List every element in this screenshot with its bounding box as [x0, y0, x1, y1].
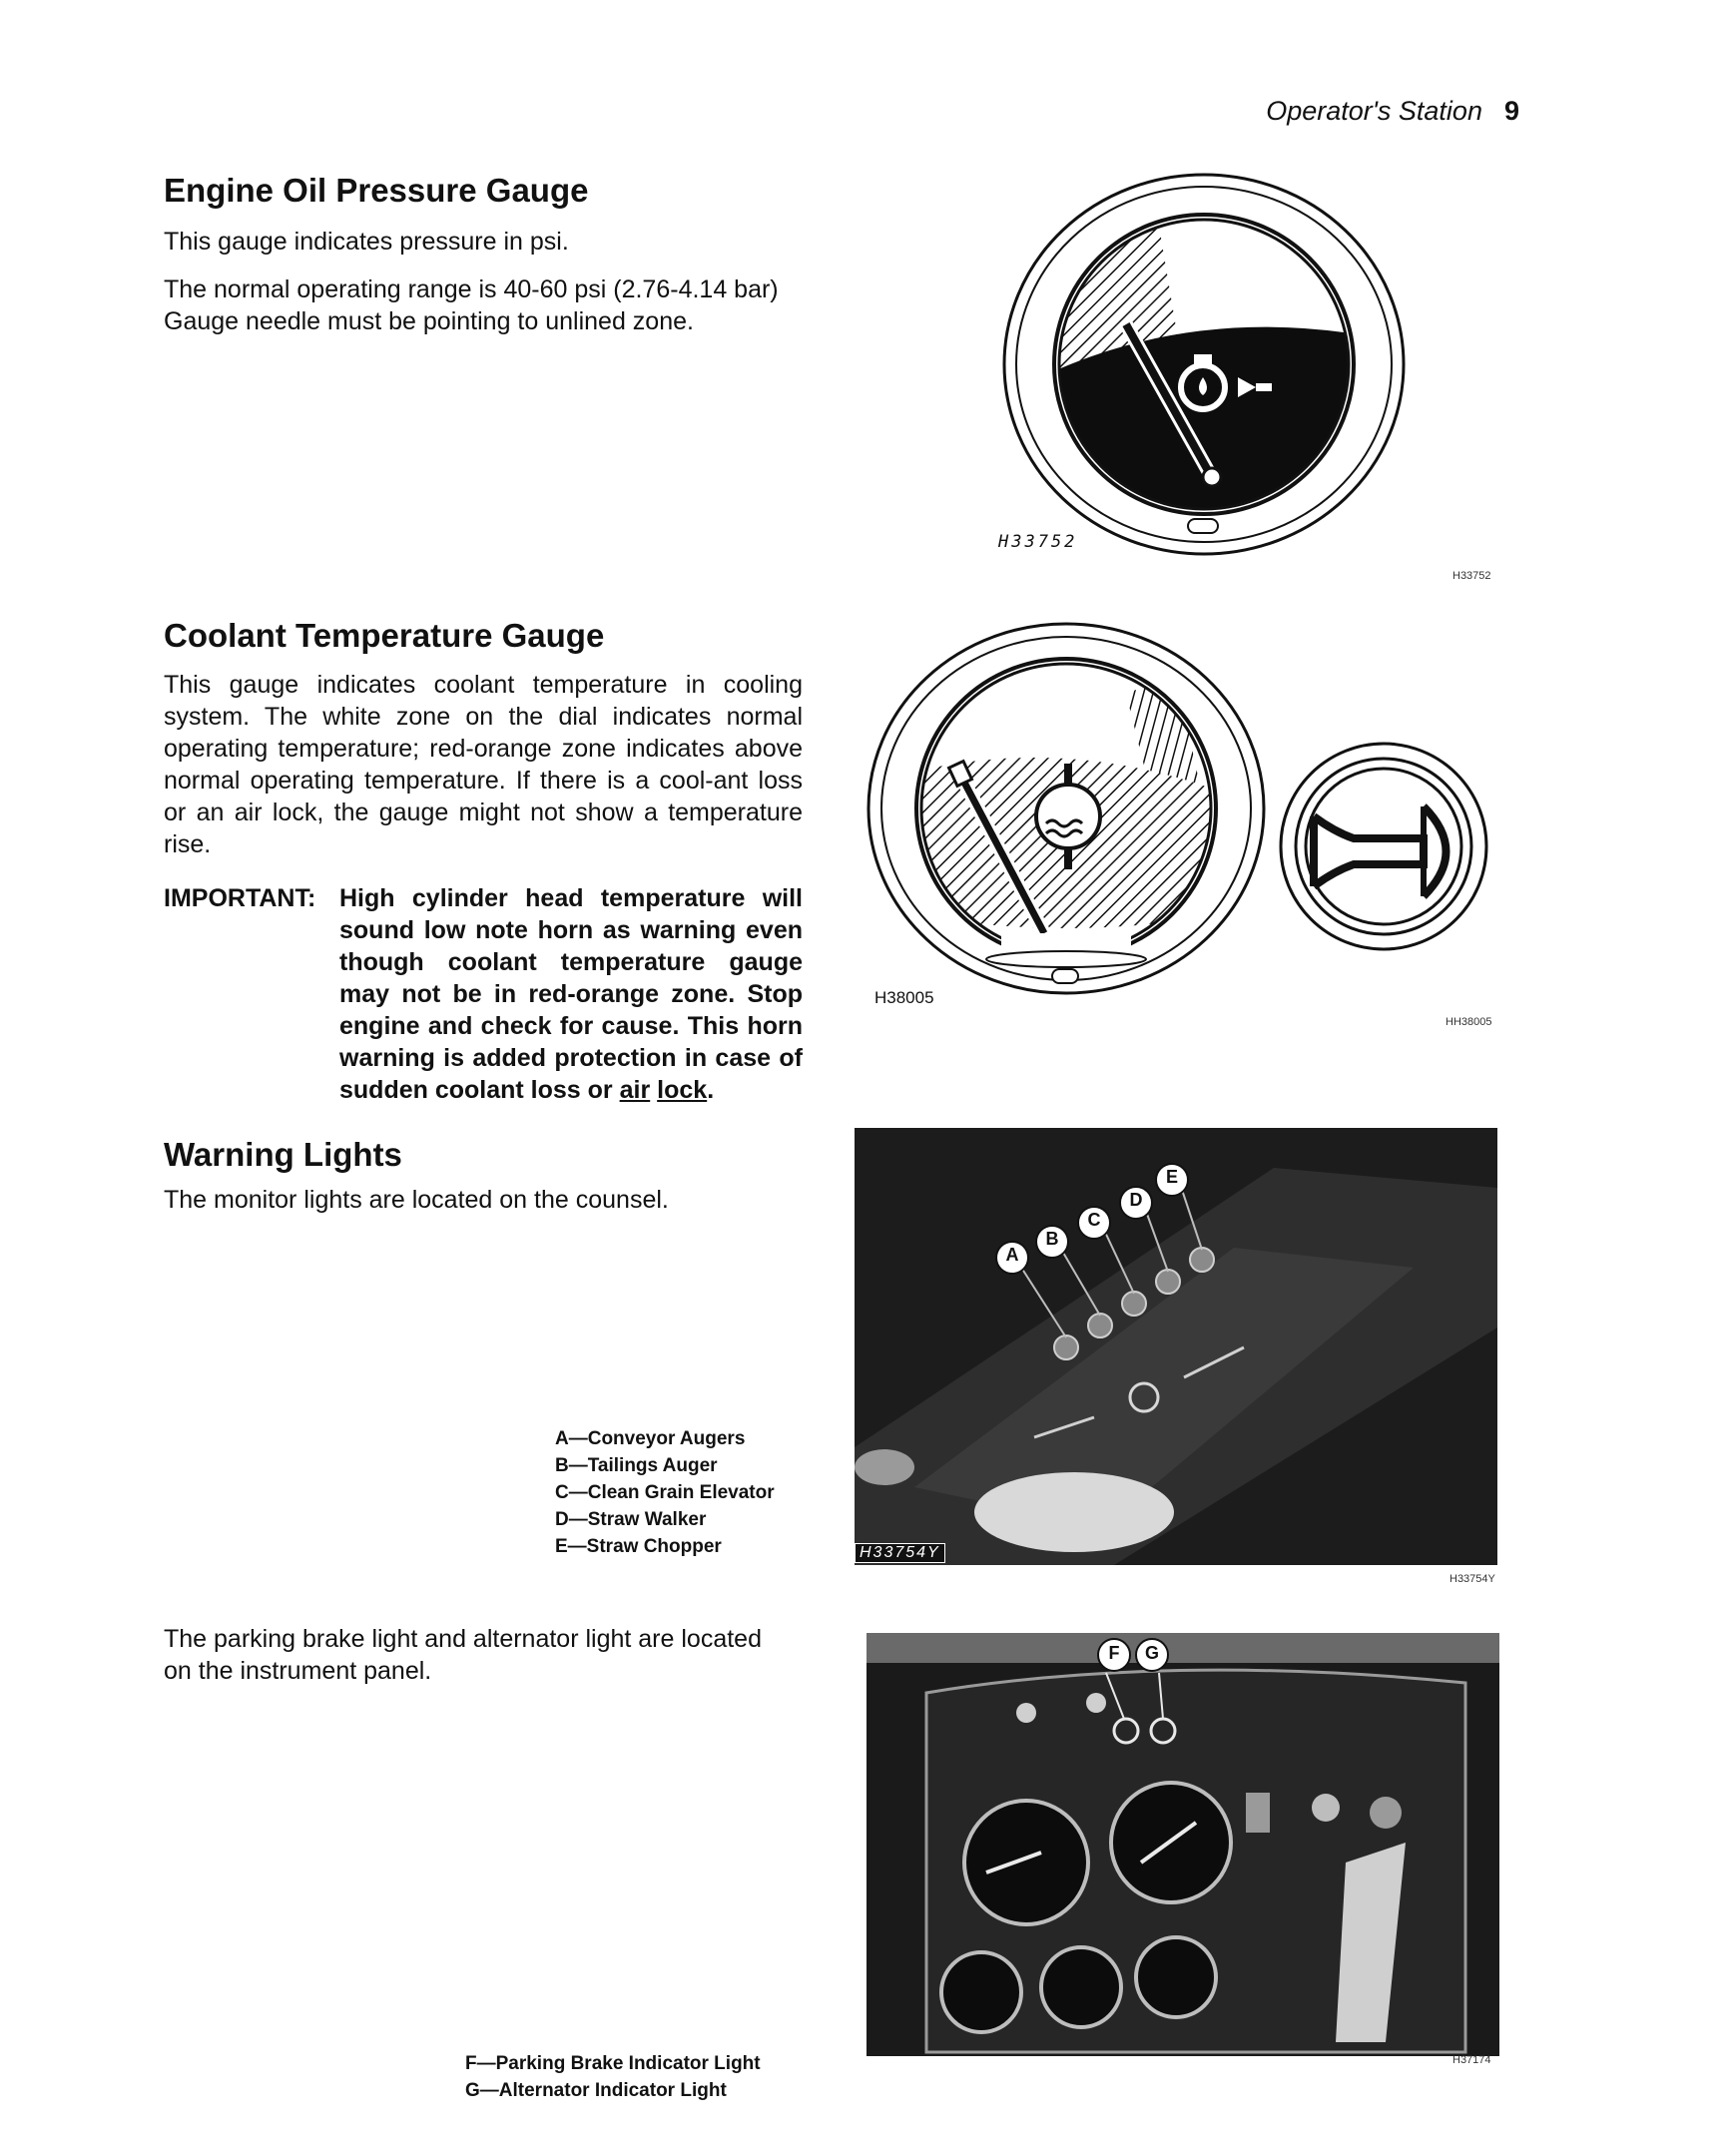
legend-item-b: B—Tailings Auger: [555, 1455, 718, 1476]
legend-item-e: E—Straw Chopper: [555, 1536, 722, 1557]
instrument-panel-figure-code: H37174: [1452, 2054, 1491, 2066]
coolant-figure-code: HH38005: [1446, 1016, 1492, 1028]
photo-letter-a: A: [1005, 1245, 1019, 1265]
instrument-panel-legend: [465, 2050, 761, 2104]
important-text: High cylinder head temperature will sound low note horn as warning even though coolant temperature gauge may not be in red-orange zone. Stop engine and check for cause. This horn warning is added protection in case of sudden coolant loss or: [339, 884, 803, 1104]
important-label: IMPORTANT:: [164, 884, 316, 912]
important-period: .: [707, 1076, 715, 1104]
photo-letter-e: E: [1165, 1167, 1178, 1187]
horn-icon: [1274, 737, 1493, 956]
coolant-gauge-paragraph: This gauge indicates coolant temperature in cooling system. The white zone on the dial indicates normal operating temperature; red-orange zone indicates above normal operating temperature. If there is a cool-ant loss or an air lock, the gauge might not show a temperature rise.: [164, 671, 803, 858]
legend-item-c: C—Clean Grain Elevator: [555, 1482, 775, 1503]
photo-letter-f: F: [1108, 1643, 1120, 1663]
oil-gauge-paragraph-1: This gauge indicates pressure in psi.: [164, 228, 569, 256]
legend-item-g: G—Alternator Indicator Light: [465, 2080, 727, 2101]
warning-lights-legend: [555, 1425, 775, 1560]
running-header: [1238, 96, 1519, 127]
instrument-panel-paragraph-line-2: on the instrument panel.: [164, 1657, 432, 1685]
coolant-gauge-heading: Coolant Temperature Gauge: [164, 617, 605, 654]
monitor-console-drawing: [855, 1128, 1497, 1565]
oil-figure-code: H33752: [1452, 570, 1491, 582]
important-lock-word: lock: [657, 1076, 708, 1104]
warning-lights-paragraph: The monitor lights are located on the counsel.: [164, 1186, 669, 1214]
warning-lights-heading: Warning Lights: [164, 1136, 402, 1173]
oil-gauge-heading: Engine Oil Pressure Gauge: [164, 172, 589, 209]
monitor-lights-photo: [855, 1128, 1497, 1565]
instrument-panel-drawing: [867, 1633, 1499, 2056]
legend-item-a: A—Conveyor Augers: [555, 1428, 746, 1449]
section-title: Operator's Station: [1266, 96, 1482, 126]
coolant-figure-label: H38005: [874, 988, 934, 1007]
page-number: 9: [1503, 96, 1519, 126]
legend-item-f: F—Parking Brake Indicator Light: [465, 2053, 761, 2074]
legend-item-d: D—Straw Walker: [555, 1509, 707, 1530]
monitor-photo-label: H33754Y: [855, 1543, 945, 1563]
coolant-temperature-gauge-illustration: [867, 614, 1276, 1003]
photo-letter-c: C: [1087, 1210, 1101, 1230]
photo-letter-d: D: [1129, 1190, 1143, 1210]
photo-letter-b: B: [1045, 1229, 1059, 1249]
instrument-panel-photo: [867, 1633, 1499, 2056]
oil-gauge-paragraph-2-line-1: The normal operating range is 40-60 psi (2.76-4.14 bar): [164, 275, 779, 303]
photo-letter-g: G: [1144, 1643, 1159, 1663]
oil-gauge-paragraph-2-line-2: Gauge needle must be pointing to unlined zone.: [164, 307, 694, 335]
oil-pressure-gauge-illustration: [998, 160, 1428, 559]
monitor-figure-code: H33754Y: [1449, 1573, 1495, 1585]
instrument-panel-paragraph-line-1: The parking brake light and alternator light are located: [164, 1625, 762, 1653]
important-text-block: [339, 882, 803, 1106]
oil-figure-label: H33752: [998, 532, 1078, 552]
important-air-word: air: [619, 1076, 651, 1104]
